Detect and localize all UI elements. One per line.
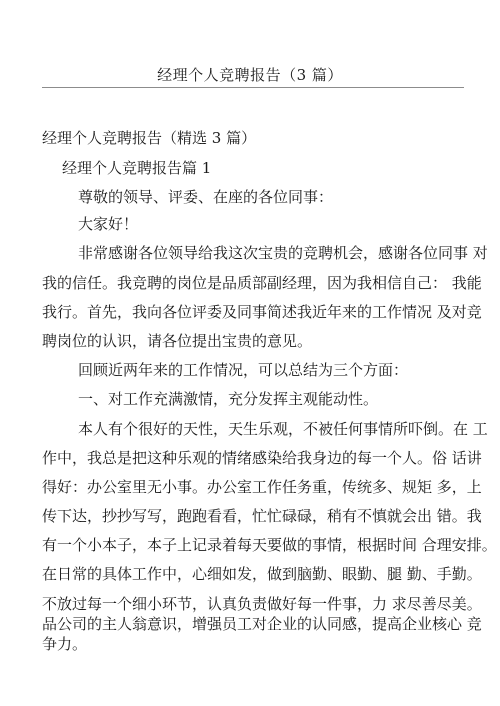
paragraph-line: 本人有个很好的天性，天生乐观，不被任何事情所吓倒。在 工	[78, 420, 488, 438]
paragraph-line: 品公司的主人翁意识，增强员工对企业的认同感，提高企业核心 竞	[42, 615, 482, 633]
paragraph-line: 回顾近两年来的工作情况，可以总结为三个方面：	[78, 361, 409, 379]
paragraph-line: 传下达，抄抄写写，跑跑看看，忙忙碌碌，稍有不慎就会出 错。我	[42, 507, 482, 525]
paragraph-line: 不放过每一个细小环节，认真负责做好每一件事，力 求尽善尽美。	[42, 595, 482, 613]
paragraph-line: 在日常的具体工作中，心细如发，做到脑勤、眼勤、腿 勤、手勤。	[42, 565, 482, 583]
paragraph-line: 聘岗位的认识，请各位提出宝贵的意见。	[42, 332, 313, 350]
paragraph-line: 争力。	[42, 635, 88, 653]
paragraph-line: 作中，我总是把这种乐观的情绪感染给我身边的每一个人。俗 话讲	[42, 449, 482, 467]
paragraph-line: 我行。首先，我向各位评委及同事简述我近年来的工作情况 及对竞	[42, 303, 482, 321]
document-title: 经理个人竞聘报告（精选 3 篇）	[42, 129, 257, 147]
section-heading: 一、对工作充满激情，充分发挥主观能动性。	[78, 390, 379, 408]
paragraph-line: 得好：办公室里无小事。办公室工作任务重，传统多、规矩 多，上	[42, 478, 482, 496]
page-header-title: 经理个人竞聘报告（3 篇）	[157, 66, 343, 84]
paragraph-line: 非常感谢各位领导给我这次宝贵的竞聘机会，感谢各位同事 对	[78, 244, 488, 262]
paragraph-line: 有一个小本子，本子上记录着每天要做的事情，根据时间 合理安排。	[42, 536, 497, 554]
greeting: 大家好！	[78, 215, 139, 233]
salutation: 尊敬的领导、评委、在座的各位同事：	[78, 188, 334, 206]
header-divider	[42, 87, 464, 88]
section-title: 经理个人竞聘报告篇 1	[62, 159, 212, 177]
paragraph-line: 我的信任。我竞聘的岗位是品质部副经理，因为我相信自己： 我能	[42, 274, 482, 292]
